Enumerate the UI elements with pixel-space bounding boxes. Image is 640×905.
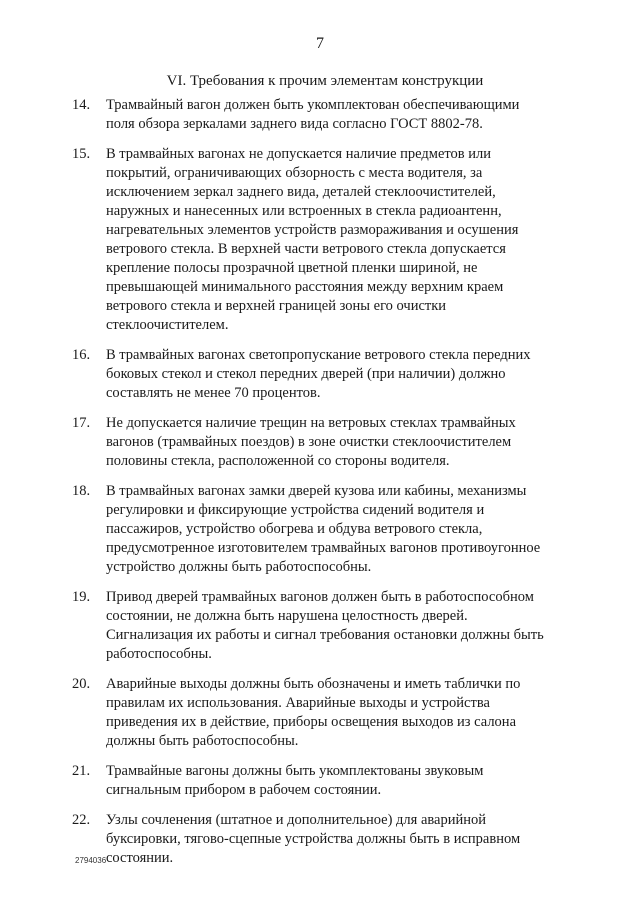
item-number: 15. — [72, 146, 91, 162]
item-number: 21. — [72, 763, 91, 779]
list-item-17 — [72, 414, 572, 471]
item-number: 14. — [72, 97, 91, 113]
list-item-16 — [72, 346, 572, 403]
section-title: VI. Требования к прочим элементам конструкции — [166, 73, 484, 89]
item-text: Аварийные выходы должны быть обозначены и иметь таблички по правилам их использования. Аварийные выходы и устройства приведения их в действие, приборы освещения выходов из салона должны быть работоспособны. — [106, 676, 521, 749]
item-text: Привод дверей трамвайных вагонов должен быть в работоспособном состоянии, не должна быть нарушена целостность дверей. Сигнализация их работы и сигнал требования остановки должны быть работоспособны. — [106, 589, 544, 662]
item-text: В трамвайных вагонах светопропускание ветрового стекла передних боковых стекол и стекол передних дверей (при наличии) должно составлять не менее 70 процентов. — [106, 347, 531, 401]
item-number: 16. — [72, 347, 91, 363]
item-text: Узлы сочленения (штатное и дополнительное) для аварийной буксировки, тягово-сцепные устройства должны быть в исправном состоянии. — [106, 812, 521, 866]
item-number: 19. — [72, 589, 91, 605]
item-number: 22. — [72, 812, 91, 828]
item-text: Трамвайные вагоны должны быть укомплектованы звуковым сигнальным прибором в рабочем состоянии. — [106, 763, 484, 798]
page-number: 7 — [316, 35, 324, 52]
list-item-14 — [72, 96, 572, 134]
list-item-20 — [72, 675, 572, 751]
item-text: В трамвайных вагонах не допускается наличие предметов или покрытий, ограничивающих обзорность с места водителя, за исключением зеркал заднего вида, деталей стеклоочистителей, наружных и нанесенных или встроенных в стекла радиоантенн, нагревательных элементов устройств размораживания и осушения ветрового стекла. В верхней части ветрового стекла допускается крепление полосы прозрачной цветной пленки шириной, не превышающей минимального расстояния между верхним краем ветрового стекла и верхней границей зоны его очистки стеклоочистителем. — [106, 146, 519, 333]
list-item-19 — [72, 588, 572, 664]
item-text: В трамвайных вагонах замки дверей кузова или кабины, механизмы регулировки и фиксирующие устройства сидений водителя и пассажиров, устройство обогрева и обдува ветрового стекла, предусмотренное изготовителем трамвайных вагонов противоугонное устройство должны быть работоспособны. — [106, 483, 541, 575]
list-item-21 — [72, 762, 572, 800]
list-item-18 — [72, 482, 572, 577]
item-number: 20. — [72, 676, 91, 692]
item-number: 17. — [72, 415, 91, 431]
list-item-15 — [72, 145, 572, 335]
item-number: 18. — [72, 483, 91, 499]
document-code: 2794036 — [75, 856, 107, 865]
list-item-22 — [72, 811, 572, 868]
requirements-list — [72, 96, 572, 879]
item-text: Трамвайный вагон должен быть укомплектован обеспечивающими поля обзора зеркалами заднего вида согласно ГОСТ 8802-78. — [106, 97, 520, 132]
item-text: Не допускается наличие трещин на ветровых стеклах трамвайных вагонов (трамвайных поездов) в зоне очистки стеклоочистителем половины стекла, расположенной со стороны водителя. — [106, 415, 516, 469]
